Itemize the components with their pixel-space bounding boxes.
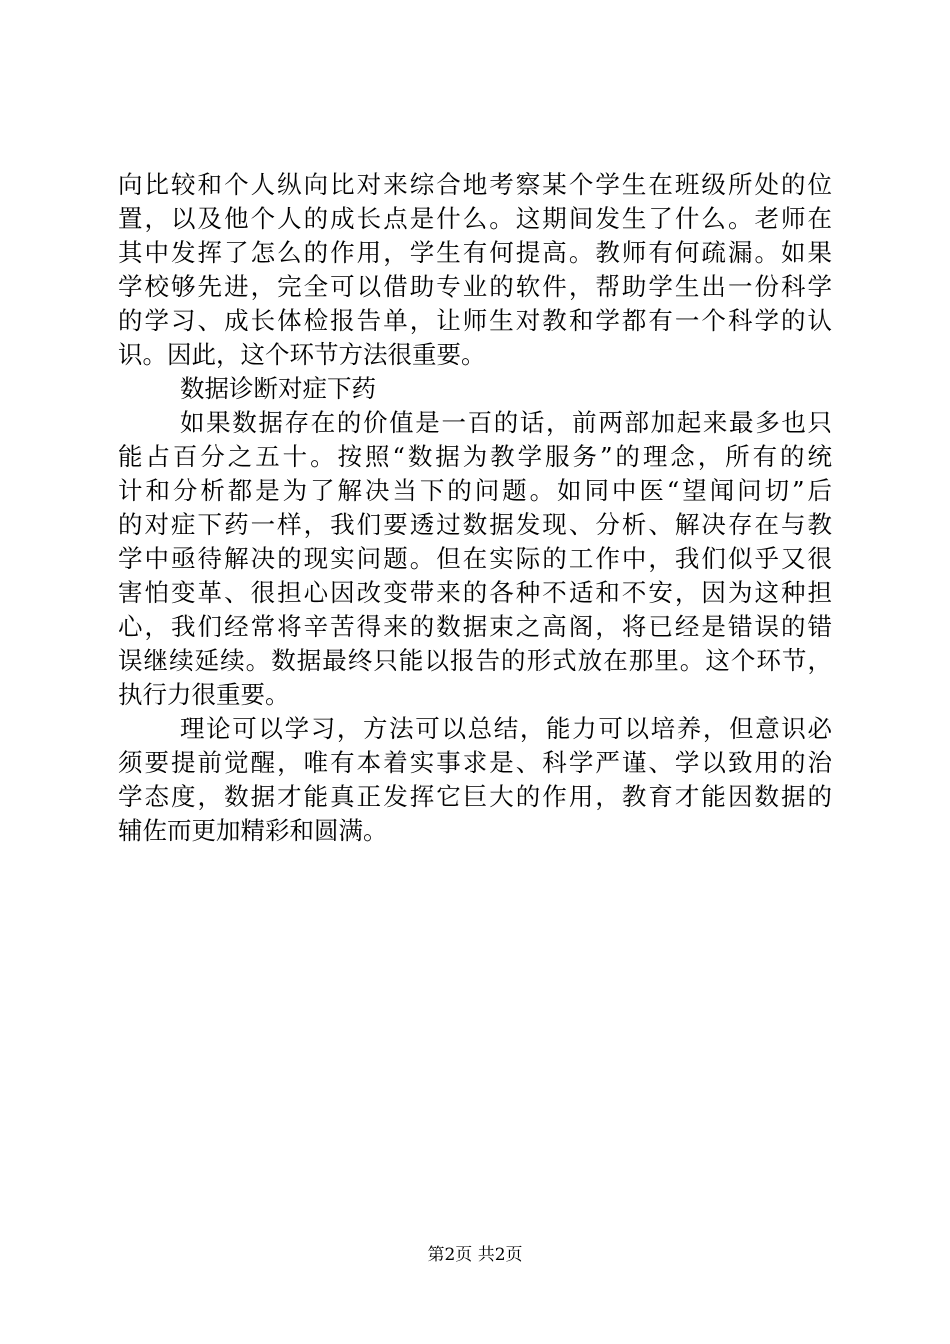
text-line: 能占百分之五十。按照“数据为教学服务”的理念，所有的统	[118, 442, 832, 471]
text-line: 害怕变革、很担心因改变带来的各种不适和不安，因为这种担	[118, 578, 832, 607]
text-line: 学校够先进，完全可以借助专业的软件，帮助学生出一份科学	[118, 272, 832, 301]
text-line: 误继续延续。数据最终只能以报告的形式放在那里。这个环节，	[118, 646, 832, 675]
section-heading-text: 数据诊断对症下药	[180, 374, 376, 403]
page-footer	[0, 1244, 950, 1266]
text-line: 的对症下药一样，我们要透过数据发现、分析、解决存在与教	[118, 510, 832, 539]
text-line: 心，我们经常将辛苦得来的数据束之高阁，将已经是错误的错	[118, 612, 832, 641]
text-line: 学态度，数据才能真正发挥它巨大的作用，教育才能因数据的	[118, 782, 832, 811]
section-heading	[118, 372, 832, 406]
paragraph-3	[118, 712, 832, 848]
document-body	[118, 168, 832, 848]
paragraph-2	[118, 406, 832, 712]
paragraph-1	[118, 168, 832, 372]
page-number: 第2页 共2页	[427, 1245, 523, 1265]
text-line: 学中亟待解决的现实问题。但在实际的工作中，我们似乎又很	[118, 544, 832, 573]
text-line: 执行力很重要。	[118, 680, 290, 709]
text-line: 须要提前觉醒，唯有本着实事求是、科学严谨、学以致用的治	[118, 748, 832, 777]
text-line: 置，以及他个人的成长点是什么。这期间发生了什么。老师在	[118, 204, 832, 233]
text-line: 向比较和个人纵向比对来综合地考察某个学生在班级所处的位	[118, 170, 832, 199]
text-line: 识。因此，这个环节方法很重要。	[118, 340, 486, 369]
text-line: 理论可以学习，方法可以总结，能力可以培养，但意识必	[180, 714, 832, 743]
text-line: 辅佐而更加精彩和圆满。	[118, 816, 388, 845]
text-line: 如果数据存在的价值是一百的话，前两部加起来最多也只	[180, 408, 832, 437]
text-line: 的学习、成长体检报告单，让师生对教和学都有一个科学的认	[118, 306, 832, 335]
text-line: 计和分析都是为了解决当下的问题。如同中医“望闻问切”后	[118, 476, 832, 505]
text-line: 其中发挥了怎么的作用，学生有何提高。教师有何疏漏。如果	[118, 238, 832, 267]
